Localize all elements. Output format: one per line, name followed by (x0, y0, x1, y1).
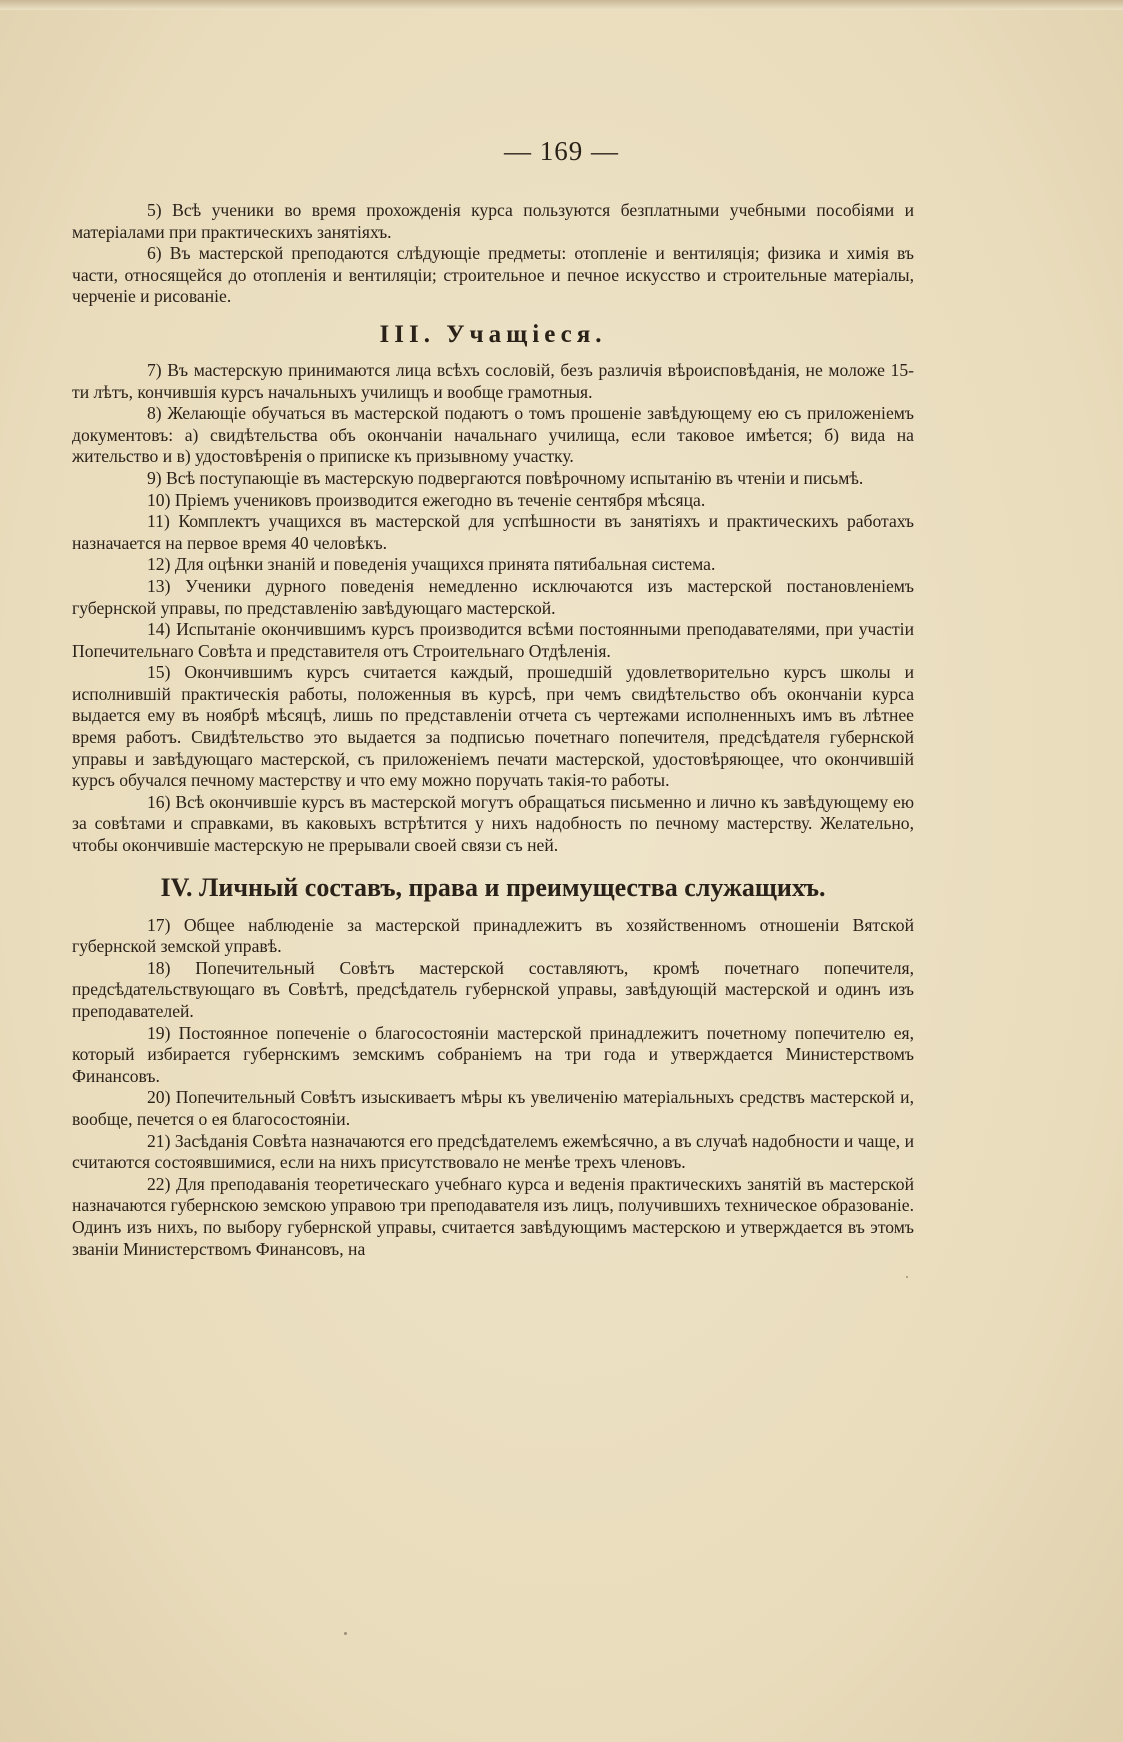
section-heading-4: IV. Личный составъ, права и преимущества служащихъ. (160, 872, 826, 902)
paper-speck (344, 1632, 347, 1635)
paragraph-11: 11) Комплектъ учащихся въ мастерской для успѣшности въ занятіяхъ и практическихъ работахъ назначается на первое время 40 человѣкъ. (72, 511, 914, 553)
paragraph-10: 10) Пріемъ учениковъ производится ежегодно въ теченіе сентября мѣсяца. (147, 489, 706, 510)
paragraph-17: 17) Общее наблюденіе за мастерской принадлежитъ въ хозяйственномъ отношеніи Вятской губернской земской управѣ. (72, 914, 914, 957)
paragraph-22: 22) Для преподаванія теоретическаго учебнаго курса и веденія практическихъ занятій въ мастерской назначаются губернскою земскою управою три преподавателя изъ лицъ, получившихъ техническое образованіе. Одинъ изъ нихъ, по выбору губернской управы, считается завѣдующимъ мастерскою и утверждается въ этомъ званіи Министерствомъ Финансовъ, на (72, 1173, 914, 1259)
paragraph-18: 18) Попечительный Совѣтъ мастерской составляютъ, кромѣ почетнаго попечителя, предсѣдательствующаго въ Совѣтѣ, предсѣдатель губернской управы, завѣдующій мастерской и одинъ изъ преподавателей. (72, 957, 914, 1021)
paragraph-6: 6) Въ мастерской преподаются слѣдующіе предметы: отопленіе и вентиляція; физика и химія въ части, относящейся до отопленія и вентиляціи; строительное и печное искусство и строительные матеріалы, черченіе и рисованіе. (72, 243, 914, 307)
paragraph-20: 20) Попечительный Совѣтъ изыскиваетъ мѣры къ увеличенію матеріальныхъ средствъ мастерской и, вообще, печется о ея благосостояніи. (72, 1087, 914, 1129)
paragraph-7: 7) Въ мастерскую принимаются лица всѣхъ сословій, безъ различія вѣроисповѣданія, не моложе 15-ти лѣтъ, кончившія курсъ начальныхъ училищъ и вообще грамотныя. (72, 359, 914, 402)
paragraph-9: 9) Всѣ поступающіе въ мастерскую подвергаются повѣрочному испытанію въ чтеніи и письмѣ. (147, 467, 864, 488)
paragraph-5: 5) Всѣ ученики во время прохожденія курса пользуются безплатными учебными пособіями и матеріалами при практическихъ занятіяхъ. (72, 200, 914, 242)
paragraph-8: 8) Желающіе обучаться въ мастерской подаютъ о томъ прошеніе завѣдующему ею съ приложеніемъ документовъ: а) свидѣтельства объ окончаніи начальнаго училища, если таковое имѣется; б) вида на жительство и в) удостовѣренія о приписке къ призывному участку. (72, 403, 914, 467)
page-number: — 169 — (504, 136, 619, 166)
paragraph-15: 15) Окончившимъ курсъ считается каждый, прошедшій удовлетворительно курсъ школы и исполнившій практическія работы, положенныя въ курсѣ, при чемъ свидѣтельство объ окончаніи курса выдается ему въ ноябрѣ мѣсяцѣ, лишь по представленіи отчета съ чертежами исполненныхъ имъ въ лѣтнее время работъ. Свидѣтельство это выдается за подписью почетнаго попечителя, предсѣдателя губернской управы и завѣдующаго мастерской, съ приложеніемъ печати мастерской, удостовѣряющее, что окончившій курсъ обучался печному мастерству и что ему можно поручать такія-то работы. (72, 662, 914, 791)
page-edge-shadow (0, 0, 1123, 10)
paragraph-12: 12) Для оцѣнки знаній и поведенія учащихся принята пятибальная система. (147, 554, 716, 575)
paragraph-14: 14) Испытаніе окончившимъ курсъ производится всѣми постоянными преподавателями, при участіи Попечительнаго Совѣта и представителя отъ Строительнаго Отдѣленія. (72, 619, 914, 661)
paragraph-13: 13) Ученики дурного поведенія немедленно исключаются изъ мастерской постановленіемъ губернской управы, по представленію завѣдующаго мастерской. (72, 575, 914, 618)
paragraph-21: 21) Засѣданія Совѣта назначаются его предсѣдателемъ ежемѣсячно, а въ случаѣ надобности и чаще, и считаются состоявшимися, если на нихъ присутствовало не менѣе трехъ членовъ. (72, 1130, 914, 1173)
paragraph-19: 19) Постоянное попеченіе о благосостояніи мастерской принадлежитъ почетному попечителю ея, который избирается губернскимъ земскимъ собраніемъ на три года и утверждается Министерствомъ Финансовъ. (72, 1022, 914, 1086)
paragraph-16: 16) Всѣ окончившіе курсъ въ мастерской могутъ обращаться письменно и лично къ завѣдующему ею за совѣтами и справками, въ каковыхъ встрѣтится у нихъ надобность по печному мастерству. Желательно, чтобы окончившіе мастерскую не прерывали своей связи съ ней. (72, 791, 914, 856)
paper-speck (906, 1276, 908, 1278)
section-heading-3: III. Учащіеся. (379, 320, 607, 348)
document-body (72, 200, 914, 1260)
